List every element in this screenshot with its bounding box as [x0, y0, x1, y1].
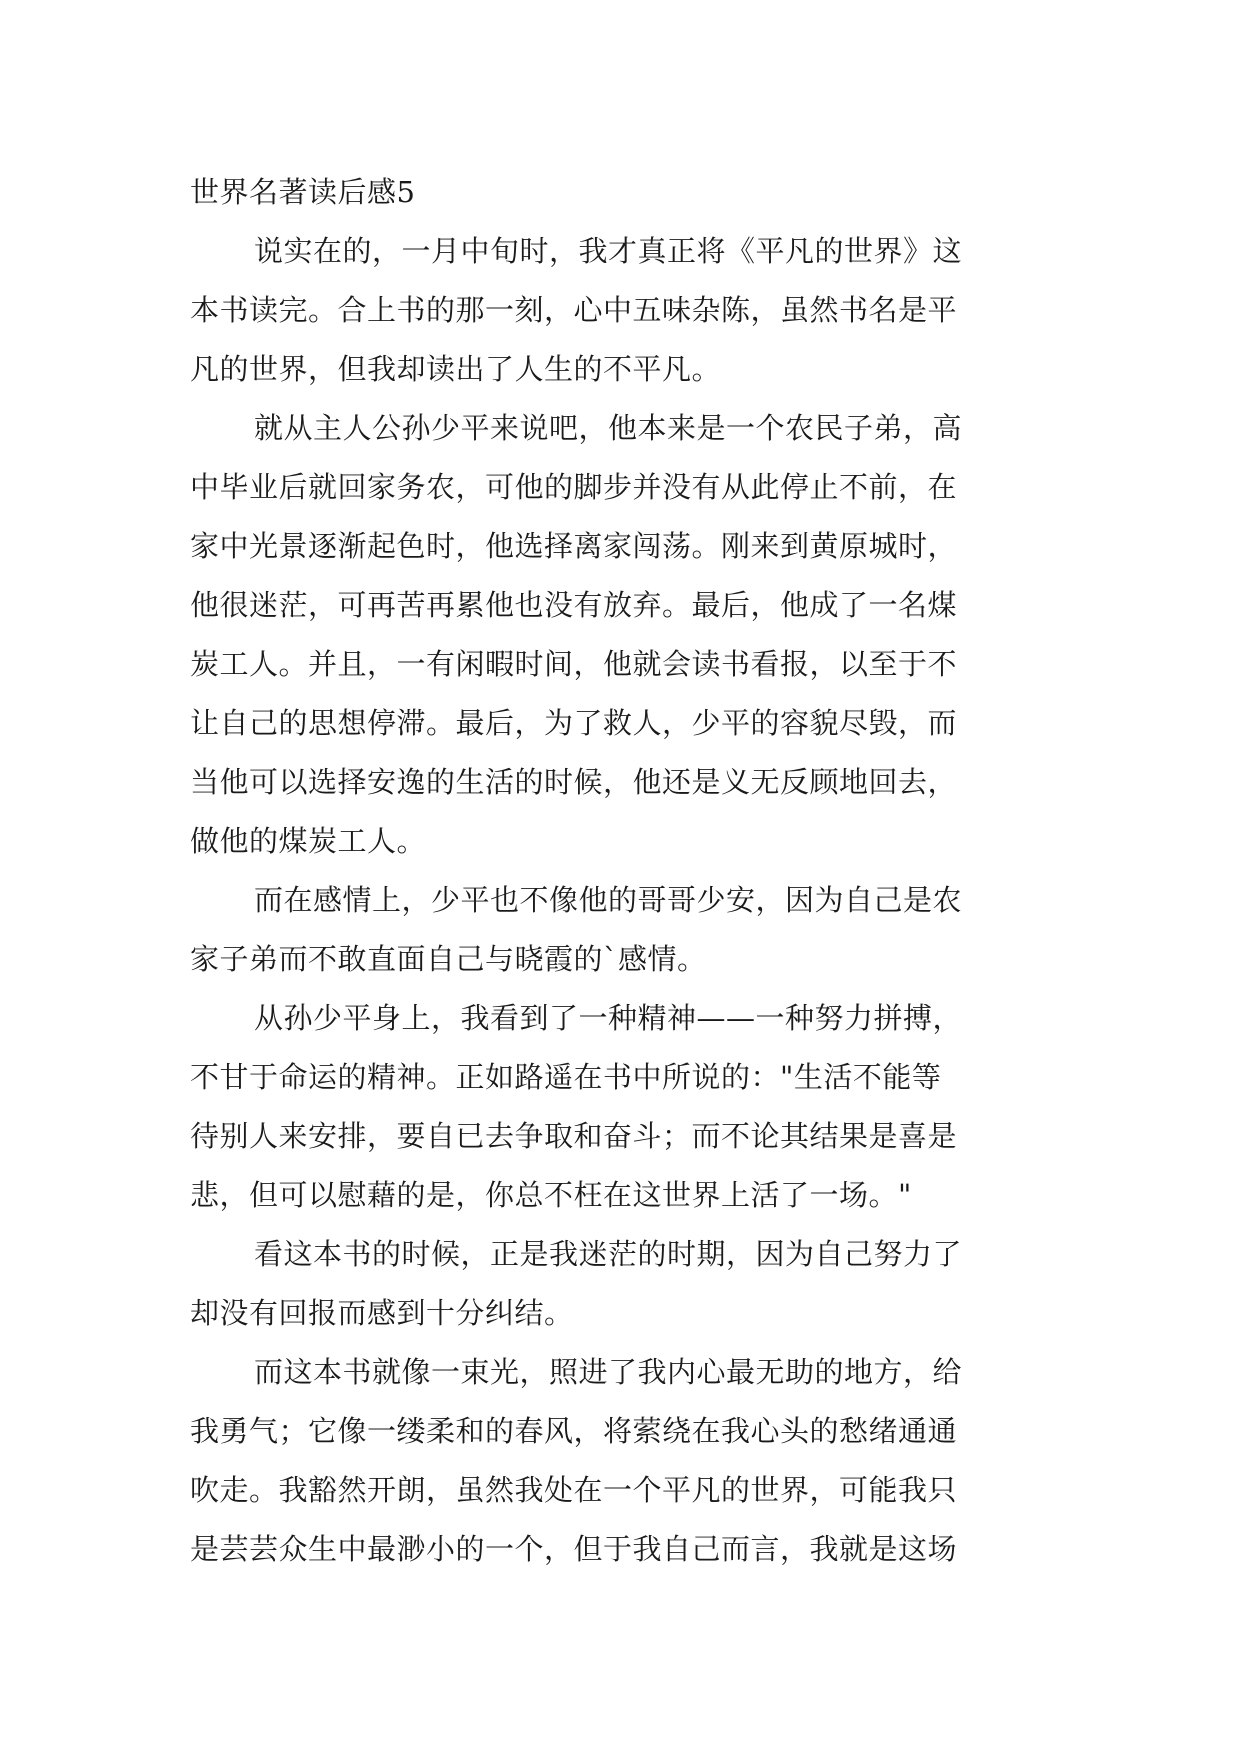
paragraph-line: 当他可以选择安逸的生活的时候，他还是义无反顾地回去， — [190, 765, 958, 799]
paragraph-2 — [190, 399, 1054, 871]
paragraph-line: 炭工人。并且，一有闲暇时间，他就会读书看报，以至于不 — [190, 647, 958, 681]
paragraph-1 — [190, 222, 1054, 399]
paragraph-line: 不甘于命运的精神。正如路遥在书中所说的："生活不能等 — [190, 1060, 942, 1094]
paragraph-line: 而这本书就像一束光，照进了我内心最无助的地方，给 — [254, 1355, 963, 1389]
paragraph-line: 他很迷茫，可再苦再累他也没有放弃。最后，他成了一名煤 — [190, 588, 958, 622]
paragraph-line: 悲，但可以慰藉的是，你总不枉在这世界上活了一场。" — [190, 1178, 912, 1212]
document-body — [190, 163, 1054, 1579]
paragraph-line: 家中光景逐渐起色时，他选择离家闯荡。刚来到黄原城时， — [190, 529, 958, 563]
paragraph-4 — [190, 989, 1054, 1225]
paragraph-line: 是芸芸众生中最渺小的一个，但于我自己而言，我就是这场 — [190, 1532, 958, 1566]
paragraph-3 — [190, 871, 1054, 989]
paragraph-line: 从孙少平身上，我看到了一种精神——一种努力拼搏， — [254, 1001, 963, 1035]
paragraph-line: 中毕业后就回家务农，可他的脚步并没有从此停止不前，在 — [190, 470, 958, 504]
paragraph-line: 做他的煤炭工人。 — [190, 824, 427, 858]
paragraph-line: 就从主人公孙少平来说吧，他本来是一个农民子弟，高 — [254, 411, 963, 445]
paragraph-line: 我勇气；它像一缕柔和的春风，将萦绕在我心头的愁绪通通 — [190, 1414, 958, 1448]
paragraph-line: 吹走。我豁然开朗，虽然我处在一个平凡的世界，可能我只 — [190, 1473, 958, 1507]
document-title: 世界名著读后感5 — [190, 175, 416, 209]
paragraph-line: 凡的世界，但我却读出了人生的不平凡。 — [190, 352, 722, 386]
paragraph-6 — [190, 1343, 1054, 1579]
paragraph-line: 看这本书的时候，正是我迷茫的时期，因为自己努力了 — [254, 1237, 963, 1271]
paragraph-5 — [190, 1225, 1054, 1343]
paragraph-line: 让自己的思想停滞。最后，为了救人，少平的容貌尽毁，而 — [190, 706, 958, 740]
paragraph-line: 本书读完。合上书的那一刻，心中五味杂陈，虽然书名是平 — [190, 293, 958, 327]
paragraph-line: 说实在的，一月中旬时，我才真正将《平凡的世界》这 — [254, 234, 963, 268]
paragraph-line: 待别人来安排，要自已去争取和奋斗；而不论其结果是喜是 — [190, 1119, 958, 1153]
paragraph-line: 而在感情上，少平也不像他的哥哥少安，因为自己是农 — [254, 883, 963, 917]
paragraph-line: 却没有回报而感到十分纠结。 — [190, 1296, 574, 1330]
paragraph-line: 家子弟而不敢直面自己与晓霞的`感情。 — [190, 942, 707, 976]
